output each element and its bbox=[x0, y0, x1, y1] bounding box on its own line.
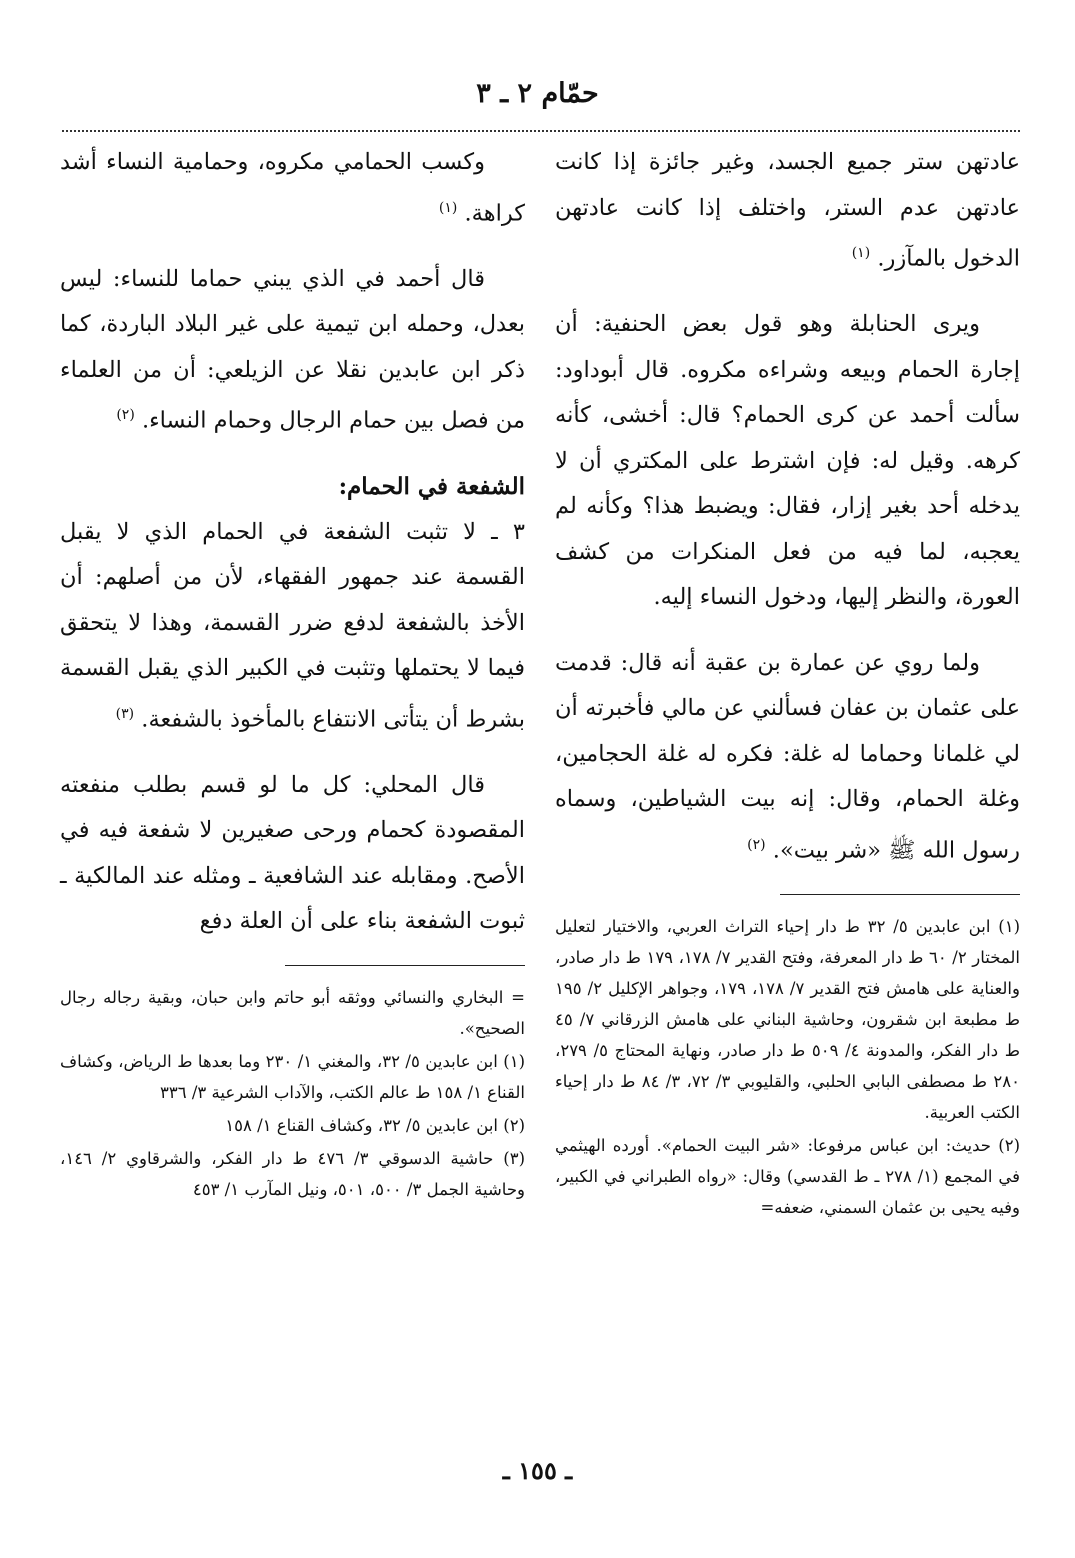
footnote: (١) ابن عابدين ٥/ ٣٢ ط دار إحياء التراث العربي، والاختيار لتعليل المختار ٢/ ٦٠ ط دار المعرفة، وفتح القدير ٧/ ١٧٨، ١٧٩ ط دار صادر، والعناية على هامش فتح القدير ٧/ ١٧٨، ١٧٩، وجواهر الإكليل ٢/ ١٩٥ ط مطبعة ابن شقرون، وحاشية البناني على هامش الزرقاني ٧/ ٤٥ ط دار الفكر، والمدونة ٤/ ٥٠٩ ط دار صادر، ونهاية المحتاج ٥/ ٢٧٩، ٢٨٠ ط مصطفى البابي الحلبي، والقليوبي ٣/ ٧٢، ٣/ ٨٤ ط دار إحياء الكتب العربية. bbox=[555, 916, 1021, 1122]
paragraph: قال المحلي: كل ما لو قسم بطلب منفعته المقصودة كحمام ورحى صغيرين لا شفعة فيه في الأصح. ومقابله عند الشافعية ـ ومثله عند المالكية ـ ثبوت الشفعة بناء على أن العلة دفع bbox=[60, 771, 525, 934]
footnote-ref: (٣) bbox=[115, 705, 135, 722]
running-header: حمّام ٢ ـ ٣ bbox=[476, 78, 599, 109]
footnote-ref: (٢) bbox=[747, 836, 766, 853]
footnote-ref: (١) bbox=[851, 245, 871, 261]
footnote-ref: (٢) bbox=[116, 407, 135, 423]
footnote-rule bbox=[285, 965, 525, 966]
section-heading: الشفعة في الحمام: bbox=[338, 473, 525, 500]
footnote: = البخاري والنسائي ووثقه أبو حاتم وابن حبان، وبقية رجاله رجال الصحيح». bbox=[60, 987, 525, 1038]
paragraph: قال أحمد في الذي يبني حماما للنساء: ليس بعدل، وحمله ابن تيمية على غير البلاد الباردة، كما ذكر ابن عابدين نقلا عن الزيلعي: أن من العلماء من فصل بين حمام الرجال وحمام النساء. $^{(٢)}$ bbox=[60, 265, 525, 434]
paragraph: ٣ ـ لا تثبت الشفعة في الحمام الذي لا يقبل القسمة عند جمهور الفقهاء، لأن من أصلهم: أن الأخذ بالشفعة لدفع ضرر القسمة، وهذا لا يتحقق فيما لا يحتملها وتثبت في الكبير الذي يقبل القسمة بشرط أن يتأتى الانتفاع بالمأخوذ بالشفعة. $^{(٣)}$ bbox=[60, 518, 525, 732]
right-column bbox=[555, 140, 1020, 1225]
footnote: (٣) حاشية الدسوقي ٣/ ٤٧٦ ط دار الفكر، والشرقاوي ٢/ ١٤٦، وحاشية الجمل ٣/ ٥٠٠، ٥٠١، ونيل المآرب ١/ ٤٥٣ bbox=[60, 1148, 525, 1199]
left-column bbox=[60, 140, 525, 1207]
footnote: (٢) ابن عابدين ٥/ ٣٢، وكشاف القناع ١/ ١٥٨ bbox=[225, 1115, 525, 1135]
footnote: (١) ابن عابدين ٥/ ٣٢، والمغني ١/ ٢٣٠ وما بعدها ط الرياض، وكشاف القناع ١/ ١٥٨ ط عالم الكتب، والآداب الشرعية ٣/ ٣٣٦ bbox=[60, 1051, 525, 1102]
paragraph: ولما روي عن عمارة بن عقبة أنه قال: قدمت على عثمان بن عفان فسألني عن مالي فأخبرته أن لي غلمانا وحماما له غلة: فكره له غلة الحجامين، وغلة الحمام، وقال: إنه بيت الشياطين، وسماه رسول الله ﷺ «شر بيت». $^{(٢)}$ bbox=[555, 649, 1020, 863]
footnote-ref: (١) bbox=[438, 199, 458, 216]
header-dotted-rule bbox=[62, 130, 1020, 132]
paragraph: ويرى الحنابلة وهو قول بعض الحنفية: أن إجارة الحمام وبيعه وشراءه مكروه. قال أبوداود: سألت أحمد عن كرى الحمام؟ قال: أخشى، كأنه كرهه. وقيل له: فإن اشترط على المكتري أن لا يدخله أحد بغير إزار، فقال: ويضبط هذا؟ وكأنه لم يعجبه، لما فيه من فعل المنكرات من كشف العورة، والنظر إليها، ودخول النساء إليه. bbox=[555, 311, 1020, 610]
page-number: ـ ١٥٥ ـ bbox=[502, 1456, 573, 1485]
paragraph: وكسب الحمامي مكروه، وحمامية النساء أشد كراهة. $^{(١)}$ bbox=[60, 149, 525, 226]
footnote-rule bbox=[780, 894, 1020, 895]
footnote: (٢) حديث: ابن عباس مرفوعا: «شر البيت الحمام». أورده الهيثمي في المجمع (١/ ٢٧٨ ـ ط القدسي) وقال: «رواه الطبراني في الكبير، وفيه يحيى بن عثمان السمني، ضعفه= bbox=[555, 1135, 1020, 1217]
paragraph: عادتهن ستر جميع الجسد، وغير جائزة إذا كانت عادتهن عدم الستر، واختلف إذا كانت عادتهن الدخول بالمآزر. $^{(١)}$ bbox=[555, 149, 1020, 272]
